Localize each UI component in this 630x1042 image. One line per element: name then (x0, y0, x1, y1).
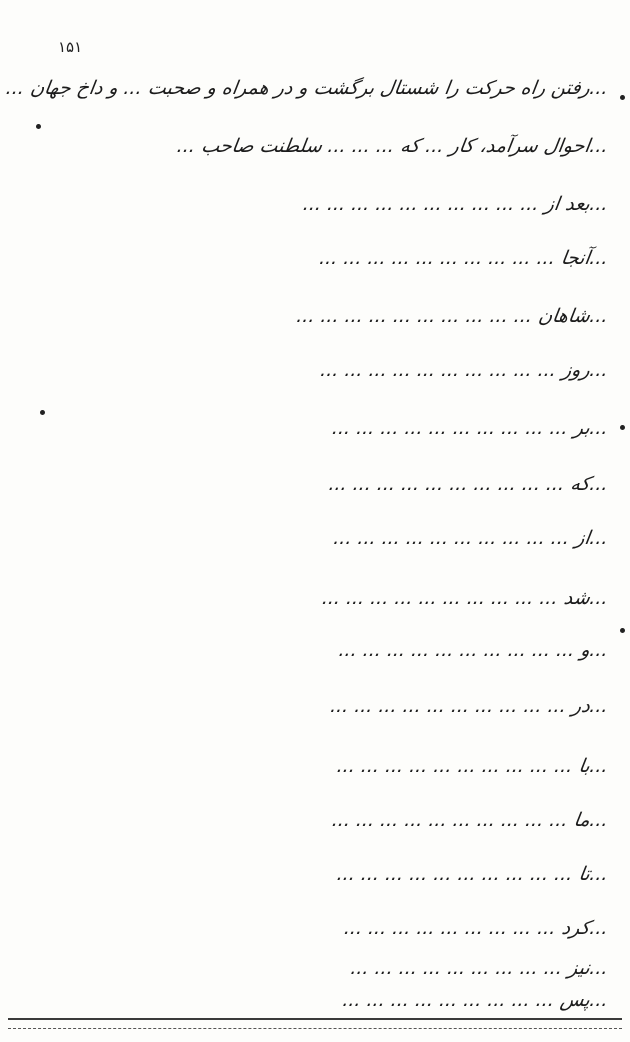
manuscript-line: ...ما ... ... ... ... ... ... ... ... ... ... (330, 809, 610, 831)
manuscript-line: ...بعد از ... ... ... ... ... ... ... ... ... ... (301, 193, 610, 215)
manuscript-line: ...احوال سرآمد، کار ... که ... ... ... سلطنت صاحب ... (175, 135, 610, 157)
manuscript-line: ...تا ... ... ... ... ... ... ... ... ... ... (335, 863, 610, 885)
manuscript-line: ...نیز ... ... ... ... ... ... ... ... ... (349, 957, 610, 979)
manuscript-line: ...شد ... ... ... ... ... ... ... ... ... ... (320, 587, 610, 609)
manuscript-line: ...که ... ... ... ... ... ... ... ... ... ... (327, 473, 610, 495)
manuscript-line: ...در ... ... ... ... ... ... ... ... ... ... (329, 695, 610, 717)
manuscript-line: ...از ... ... ... ... ... ... ... ... ... ... (332, 527, 610, 549)
manuscript-line: ...شاهان ... ... ... ... ... ... ... ... ... ... (295, 305, 610, 327)
manuscript-line: ...پس ... ... ... ... ... ... ... ... ... (341, 989, 610, 1011)
manuscript-line: ...روز ... ... ... ... ... ... ... ... ... ... (319, 359, 610, 381)
manuscript-line: ...با ... ... ... ... ... ... ... ... ... ... (335, 755, 610, 777)
margin-dot (40, 410, 45, 415)
margin-dot (36, 124, 41, 129)
page-bottom-rule (8, 1018, 622, 1020)
margin-dot (620, 628, 625, 633)
margin-dot (620, 425, 625, 430)
manuscript-line: ...آنجا ... ... ... ... ... ... ... ... ... ... (318, 247, 610, 269)
page-number: ۱۵۱ (58, 38, 83, 56)
manuscript-line: ...و ... ... ... ... ... ... ... ... ... ... (337, 639, 610, 661)
margin-dot (620, 95, 625, 100)
page-bottom-rule-dashed (8, 1028, 622, 1029)
manuscript-line: ...بر ... ... ... ... ... ... ... ... ... ... (330, 417, 610, 439)
manuscript-line: ...کرد ... ... ... ... ... ... ... ... ... (342, 917, 610, 939)
manuscript-line: ...رفتن راه حرکت را شستال برگشت و در همراه و صحبت ... و داخ جهان ... (4, 77, 610, 99)
